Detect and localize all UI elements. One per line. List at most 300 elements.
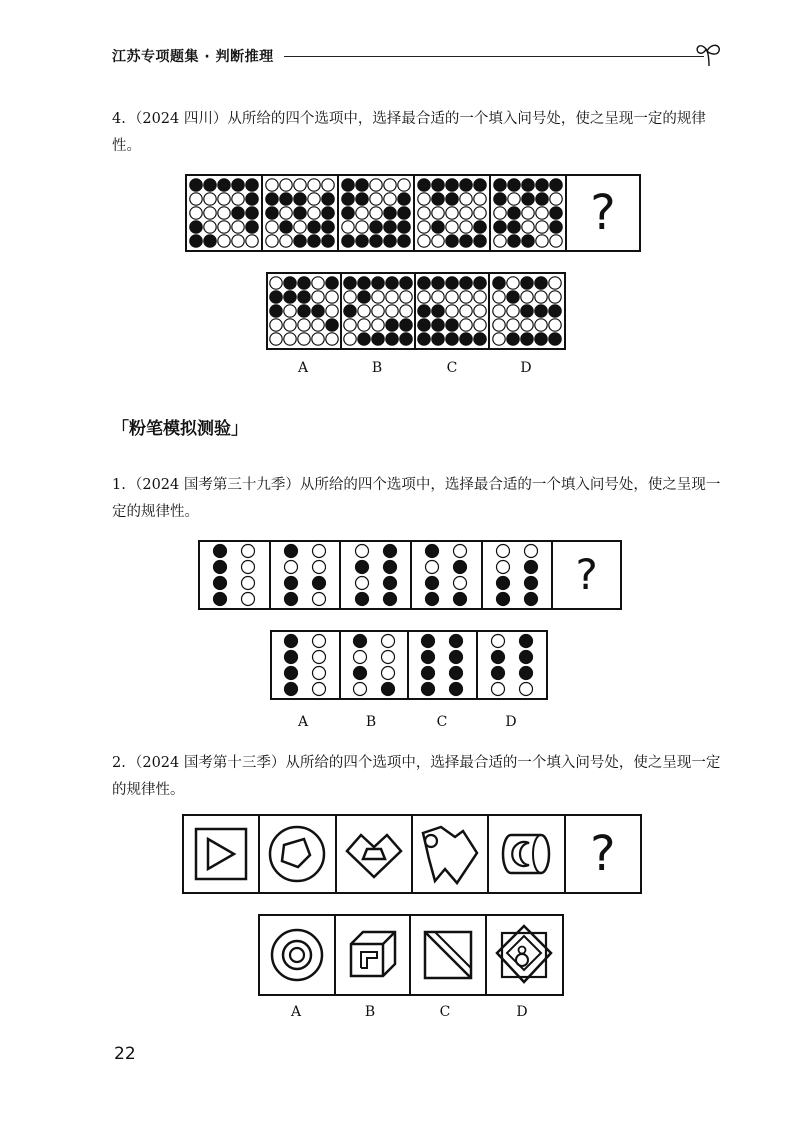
q2-sequence-strip bbox=[182, 814, 642, 894]
heart-trapezoid-shape bbox=[339, 819, 409, 889]
filled-dot bbox=[298, 277, 310, 289]
filled-dot bbox=[190, 179, 202, 191]
q4-sequence-strip bbox=[185, 174, 641, 252]
filled-dot bbox=[422, 667, 435, 680]
filled-dot bbox=[294, 193, 306, 205]
empty-dot bbox=[344, 319, 356, 331]
empty-dot bbox=[312, 277, 324, 289]
q4-figure-4 bbox=[415, 176, 491, 250]
filled-dot bbox=[190, 221, 202, 233]
filled-dot bbox=[312, 305, 324, 317]
filled-dot bbox=[383, 545, 396, 558]
filled-dot bbox=[432, 179, 444, 191]
filled-dot bbox=[535, 305, 547, 317]
empty-dot bbox=[353, 651, 366, 664]
filled-dot bbox=[494, 179, 506, 191]
q1-figure-2 bbox=[271, 542, 342, 608]
dot-columns-2x4 bbox=[413, 543, 479, 607]
filled-dot bbox=[494, 193, 506, 205]
empty-dot bbox=[521, 291, 533, 303]
empty-dot bbox=[280, 235, 292, 247]
empty-dot bbox=[508, 193, 520, 205]
q2-figure-1 bbox=[184, 816, 260, 892]
empty-dot bbox=[313, 545, 326, 558]
q4-option-d[interactable] bbox=[490, 274, 564, 348]
dot-grid-5x5 bbox=[493, 178, 563, 248]
filled-dot bbox=[298, 305, 310, 317]
q2-option-c[interactable] bbox=[411, 916, 487, 994]
empty-dot bbox=[519, 683, 532, 696]
q1-figure-3 bbox=[341, 542, 412, 608]
empty-dot bbox=[493, 305, 505, 317]
question-mark: ? bbox=[590, 826, 616, 882]
square-diagonal-shape bbox=[413, 920, 483, 990]
empty-dot bbox=[381, 667, 394, 680]
question-mark: ? bbox=[575, 550, 598, 599]
filled-dot bbox=[422, 651, 435, 664]
filled-dot bbox=[522, 193, 534, 205]
q2-label-d: D bbox=[516, 1004, 528, 1020]
empty-dot bbox=[432, 291, 444, 303]
filled-dot bbox=[280, 193, 292, 205]
empty-dot bbox=[460, 291, 472, 303]
dot-grid-5x5 bbox=[341, 178, 411, 248]
filled-dot bbox=[322, 193, 334, 205]
filled-dot bbox=[460, 333, 472, 345]
filled-dot bbox=[450, 651, 463, 664]
empty-dot bbox=[355, 545, 368, 558]
empty-dot bbox=[507, 305, 519, 317]
empty-dot bbox=[521, 319, 533, 331]
book-title: 江苏专项题集 · 判断推理 bbox=[112, 49, 274, 65]
filled-dot bbox=[384, 221, 396, 233]
filled-dot bbox=[507, 333, 519, 345]
question-mark: ? bbox=[590, 185, 616, 241]
filled-dot bbox=[358, 333, 370, 345]
q2-label-a: A bbox=[290, 1004, 302, 1020]
empty-dot bbox=[474, 207, 486, 219]
empty-dot bbox=[460, 193, 472, 205]
empty-dot bbox=[266, 221, 278, 233]
filled-dot bbox=[474, 235, 486, 247]
empty-dot bbox=[298, 333, 310, 345]
q1-options-strip bbox=[270, 630, 548, 700]
filled-dot bbox=[356, 179, 368, 191]
filled-dot bbox=[214, 561, 227, 574]
empty-dot bbox=[280, 207, 292, 219]
filled-dot bbox=[522, 235, 534, 247]
filled-dot bbox=[418, 179, 430, 191]
filled-dot bbox=[308, 221, 320, 233]
filled-dot bbox=[353, 635, 366, 648]
empty-dot bbox=[522, 207, 534, 219]
q1-option-b[interactable] bbox=[341, 632, 410, 698]
filled-dot bbox=[372, 277, 384, 289]
empty-dot bbox=[550, 235, 562, 247]
q4-question-cell bbox=[567, 176, 639, 250]
q2-label-b: B bbox=[364, 1004, 376, 1020]
filled-dot bbox=[285, 683, 298, 696]
filled-dot bbox=[474, 277, 486, 289]
empty-dot bbox=[246, 235, 258, 247]
question-stem: （2024 四川）从所给的四个选项中，选择最合适的一个填入问号处，使之呈现一定的规律性。 bbox=[112, 111, 706, 154]
empty-dot bbox=[446, 207, 458, 219]
filled-dot bbox=[214, 545, 227, 558]
filled-dot bbox=[285, 545, 298, 558]
filled-dot bbox=[308, 235, 320, 247]
filled-dot bbox=[549, 333, 561, 345]
q4-figure-3 bbox=[339, 176, 415, 250]
filled-dot bbox=[535, 333, 547, 345]
filled-dot bbox=[446, 277, 458, 289]
empty-dot bbox=[460, 305, 472, 317]
filled-dot bbox=[384, 235, 396, 247]
filled-dot bbox=[550, 221, 562, 233]
empty-dot bbox=[474, 193, 486, 205]
dot-columns-2x4 bbox=[201, 543, 267, 607]
filled-dot bbox=[474, 179, 486, 191]
filled-dot bbox=[418, 333, 430, 345]
filled-dot bbox=[294, 207, 306, 219]
q4-label-b: B bbox=[371, 360, 383, 376]
empty-dot bbox=[497, 545, 510, 558]
empty-dot bbox=[370, 193, 382, 205]
empty-dot bbox=[312, 333, 324, 345]
filled-dot bbox=[400, 319, 412, 331]
empty-dot bbox=[266, 235, 278, 247]
q2-question-cell bbox=[566, 816, 640, 892]
empty-dot bbox=[270, 333, 282, 345]
empty-dot bbox=[284, 319, 296, 331]
filled-dot bbox=[398, 235, 410, 247]
empty-dot bbox=[522, 221, 534, 233]
empty-dot bbox=[308, 179, 320, 191]
empty-dot bbox=[313, 651, 326, 664]
empty-dot bbox=[372, 305, 384, 317]
question-number: 2. bbox=[112, 755, 126, 771]
filled-dot bbox=[214, 577, 227, 590]
q2-figure-2 bbox=[260, 816, 336, 892]
filled-dot bbox=[426, 593, 439, 606]
dot-columns-2x4 bbox=[480, 633, 544, 697]
filled-dot bbox=[326, 319, 338, 331]
filled-dot bbox=[285, 577, 298, 590]
empty-dot bbox=[507, 319, 519, 331]
filled-dot bbox=[381, 683, 394, 696]
dot-columns-2x4 bbox=[484, 543, 550, 607]
filled-dot bbox=[491, 651, 504, 664]
empty-dot bbox=[358, 305, 370, 317]
question-number: 4. bbox=[112, 111, 126, 127]
q4-option-a[interactable] bbox=[268, 274, 342, 348]
question-stem: （2024 国考第三十九季）从所给的四个选项中，选择最合适的一个填入问号处，使之呈现一定的规律性。 bbox=[112, 477, 721, 520]
empty-dot bbox=[549, 291, 561, 303]
empty-dot bbox=[312, 319, 324, 331]
empty-dot bbox=[493, 333, 505, 345]
empty-dot bbox=[218, 221, 230, 233]
filled-dot bbox=[358, 277, 370, 289]
filled-dot bbox=[344, 277, 356, 289]
empty-dot bbox=[372, 319, 384, 331]
empty-dot bbox=[460, 221, 472, 233]
filled-dot bbox=[270, 305, 282, 317]
filled-dot bbox=[426, 577, 439, 590]
empty-dot bbox=[418, 291, 430, 303]
q2-option-a[interactable] bbox=[260, 916, 336, 994]
filled-dot bbox=[525, 577, 538, 590]
empty-dot bbox=[549, 277, 561, 289]
filled-dot bbox=[383, 561, 396, 574]
dot-grid-5x5 bbox=[343, 276, 413, 346]
empty-dot bbox=[384, 179, 396, 191]
filled-dot bbox=[384, 207, 396, 219]
question-1-text bbox=[112, 472, 722, 526]
empty-dot bbox=[326, 291, 338, 303]
q4-option-b[interactable] bbox=[342, 274, 416, 348]
empty-dot bbox=[474, 319, 486, 331]
empty-dot bbox=[204, 193, 216, 205]
filled-dot bbox=[549, 305, 561, 317]
filled-dot bbox=[493, 277, 505, 289]
filled-dot bbox=[446, 179, 458, 191]
filled-dot bbox=[398, 221, 410, 233]
empty-dot bbox=[308, 207, 320, 219]
q1-option-a[interactable] bbox=[272, 632, 341, 698]
dot-grid-5x5 bbox=[417, 178, 487, 248]
filled-dot bbox=[322, 235, 334, 247]
filled-dot bbox=[355, 593, 368, 606]
empty-dot bbox=[326, 333, 338, 345]
empty-dot bbox=[285, 561, 298, 574]
filled-dot bbox=[535, 277, 547, 289]
q1-option-c[interactable] bbox=[409, 632, 478, 698]
q4-label-d: D bbox=[520, 360, 532, 376]
empty-dot bbox=[386, 291, 398, 303]
empty-dot bbox=[242, 545, 255, 558]
empty-dot bbox=[218, 193, 230, 205]
filled-dot bbox=[386, 333, 398, 345]
empty-dot bbox=[507, 277, 519, 289]
filled-dot bbox=[190, 235, 202, 247]
empty-dot bbox=[418, 193, 430, 205]
filled-dot bbox=[525, 561, 538, 574]
empty-dot bbox=[232, 193, 244, 205]
filled-dot bbox=[460, 277, 472, 289]
empty-dot bbox=[494, 235, 506, 247]
filled-dot bbox=[342, 235, 354, 247]
empty-dot bbox=[550, 193, 562, 205]
filled-dot bbox=[400, 277, 412, 289]
empty-dot bbox=[536, 221, 548, 233]
section-title: 「粉笔模拟测验」 bbox=[112, 419, 248, 439]
filled-dot bbox=[450, 683, 463, 696]
filled-dot bbox=[246, 221, 258, 233]
empty-dot bbox=[525, 545, 538, 558]
diamond-square-shape bbox=[489, 920, 559, 990]
empty-dot bbox=[356, 207, 368, 219]
q4-option-c[interactable] bbox=[416, 274, 490, 348]
empty-dot bbox=[353, 683, 366, 696]
empty-dot bbox=[491, 683, 504, 696]
dot-grid-5x5 bbox=[492, 276, 562, 346]
empty-dot bbox=[313, 593, 326, 606]
filled-dot bbox=[322, 221, 334, 233]
q1-label-d: D bbox=[505, 714, 517, 730]
filled-dot bbox=[372, 333, 384, 345]
filled-dot bbox=[398, 207, 410, 219]
filled-dot bbox=[508, 207, 520, 219]
filled-dot bbox=[344, 305, 356, 317]
filled-dot bbox=[370, 221, 382, 233]
empty-dot bbox=[386, 305, 398, 317]
empty-dot bbox=[400, 291, 412, 303]
filled-dot bbox=[426, 545, 439, 558]
dot-grid-5x5 bbox=[189, 178, 259, 248]
q2-option-b[interactable] bbox=[336, 916, 412, 994]
empty-dot bbox=[370, 179, 382, 191]
cube-shape bbox=[337, 920, 407, 990]
empty-dot bbox=[242, 577, 255, 590]
empty-dot bbox=[400, 305, 412, 317]
filled-dot bbox=[521, 277, 533, 289]
q2-option-d[interactable] bbox=[487, 916, 562, 994]
dot-columns-2x4 bbox=[342, 633, 406, 697]
filled-dot bbox=[383, 593, 396, 606]
q4-options-strip bbox=[266, 272, 566, 350]
filled-dot bbox=[284, 291, 296, 303]
filled-dot bbox=[491, 667, 504, 680]
empty-dot bbox=[204, 221, 216, 233]
filled-dot bbox=[536, 193, 548, 205]
filled-dot bbox=[358, 291, 370, 303]
filled-dot bbox=[353, 667, 366, 680]
q1-question-cell bbox=[553, 542, 620, 608]
filled-dot bbox=[326, 277, 338, 289]
filled-dot bbox=[370, 235, 382, 247]
q1-label-a: A bbox=[297, 714, 309, 730]
empty-dot bbox=[313, 667, 326, 680]
filled-dot bbox=[460, 179, 472, 191]
empty-dot bbox=[418, 207, 430, 219]
q2-options-strip bbox=[258, 914, 564, 996]
filled-dot bbox=[285, 593, 298, 606]
empty-dot bbox=[204, 207, 216, 219]
empty-dot bbox=[313, 683, 326, 696]
empty-dot bbox=[432, 235, 444, 247]
dot-columns-2x4 bbox=[273, 633, 337, 697]
empty-dot bbox=[535, 291, 547, 303]
filled-dot bbox=[204, 235, 216, 247]
empty-dot bbox=[358, 319, 370, 331]
filled-dot bbox=[246, 193, 258, 205]
empty-dot bbox=[280, 179, 292, 191]
empty-dot bbox=[432, 207, 444, 219]
empty-dot bbox=[344, 291, 356, 303]
empty-dot bbox=[294, 221, 306, 233]
filled-dot bbox=[232, 207, 244, 219]
q1-figure-1 bbox=[200, 542, 271, 608]
empty-dot bbox=[322, 179, 334, 191]
filled-dot bbox=[322, 207, 334, 219]
q1-option-d[interactable] bbox=[478, 632, 546, 698]
filled-dot bbox=[418, 305, 430, 317]
empty-dot bbox=[313, 561, 326, 574]
empty-dot bbox=[497, 561, 510, 574]
filled-dot bbox=[525, 593, 538, 606]
empty-dot bbox=[446, 221, 458, 233]
filled-dot bbox=[432, 277, 444, 289]
filled-dot bbox=[519, 651, 532, 664]
concentric-circles-shape bbox=[262, 920, 332, 990]
filled-dot bbox=[450, 635, 463, 648]
q2-figure-3 bbox=[337, 816, 413, 892]
empty-dot bbox=[426, 561, 439, 574]
filled-dot bbox=[246, 207, 258, 219]
q2-figure-4 bbox=[413, 816, 489, 892]
question-2-text bbox=[112, 750, 722, 804]
filled-dot bbox=[285, 667, 298, 680]
empty-dot bbox=[536, 207, 548, 219]
filled-dot bbox=[432, 193, 444, 205]
filled-dot bbox=[285, 635, 298, 648]
empty-dot bbox=[460, 207, 472, 219]
filled-dot bbox=[356, 193, 368, 205]
q2-figure-5 bbox=[489, 816, 565, 892]
empty-dot bbox=[381, 651, 394, 664]
filled-dot bbox=[508, 179, 520, 191]
empty-dot bbox=[284, 305, 296, 317]
filled-dot bbox=[474, 221, 486, 233]
filled-dot bbox=[298, 291, 310, 303]
filled-dot bbox=[521, 333, 533, 345]
filled-dot bbox=[218, 179, 230, 191]
empty-dot bbox=[190, 193, 202, 205]
q4-figure-5 bbox=[491, 176, 567, 250]
dot-columns-2x4 bbox=[343, 543, 409, 607]
empty-dot bbox=[536, 235, 548, 247]
filled-dot bbox=[270, 291, 282, 303]
filled-dot bbox=[266, 193, 278, 205]
header-rule bbox=[284, 56, 704, 57]
filled-dot bbox=[508, 235, 520, 247]
empty-dot bbox=[326, 305, 338, 317]
empty-dot bbox=[474, 291, 486, 303]
empty-dot bbox=[493, 319, 505, 331]
empty-dot bbox=[342, 221, 354, 233]
question-stem: （2024 国考第十三季）从所给的四个选项中，选择最合适的一个填入问号处，使之呈现一定的规律性。 bbox=[112, 755, 721, 798]
filled-dot bbox=[386, 277, 398, 289]
filled-dot bbox=[383, 577, 396, 590]
filled-dot bbox=[454, 561, 467, 574]
q4-label-c: C bbox=[446, 360, 458, 376]
empty-dot bbox=[218, 207, 230, 219]
q1-label-b: B bbox=[365, 714, 377, 730]
filled-dot bbox=[507, 291, 519, 303]
filled-dot bbox=[294, 235, 306, 247]
filled-dot bbox=[550, 207, 562, 219]
filled-dot bbox=[418, 319, 430, 331]
filled-dot bbox=[342, 179, 354, 191]
filled-dot bbox=[522, 179, 534, 191]
irregular-polygon-shape bbox=[415, 819, 485, 889]
running-header bbox=[112, 40, 732, 70]
empty-dot bbox=[308, 193, 320, 205]
filled-dot bbox=[246, 179, 258, 191]
empty-dot bbox=[446, 291, 458, 303]
empty-dot bbox=[535, 319, 547, 331]
filled-dot bbox=[494, 221, 506, 233]
empty-dot bbox=[270, 277, 282, 289]
